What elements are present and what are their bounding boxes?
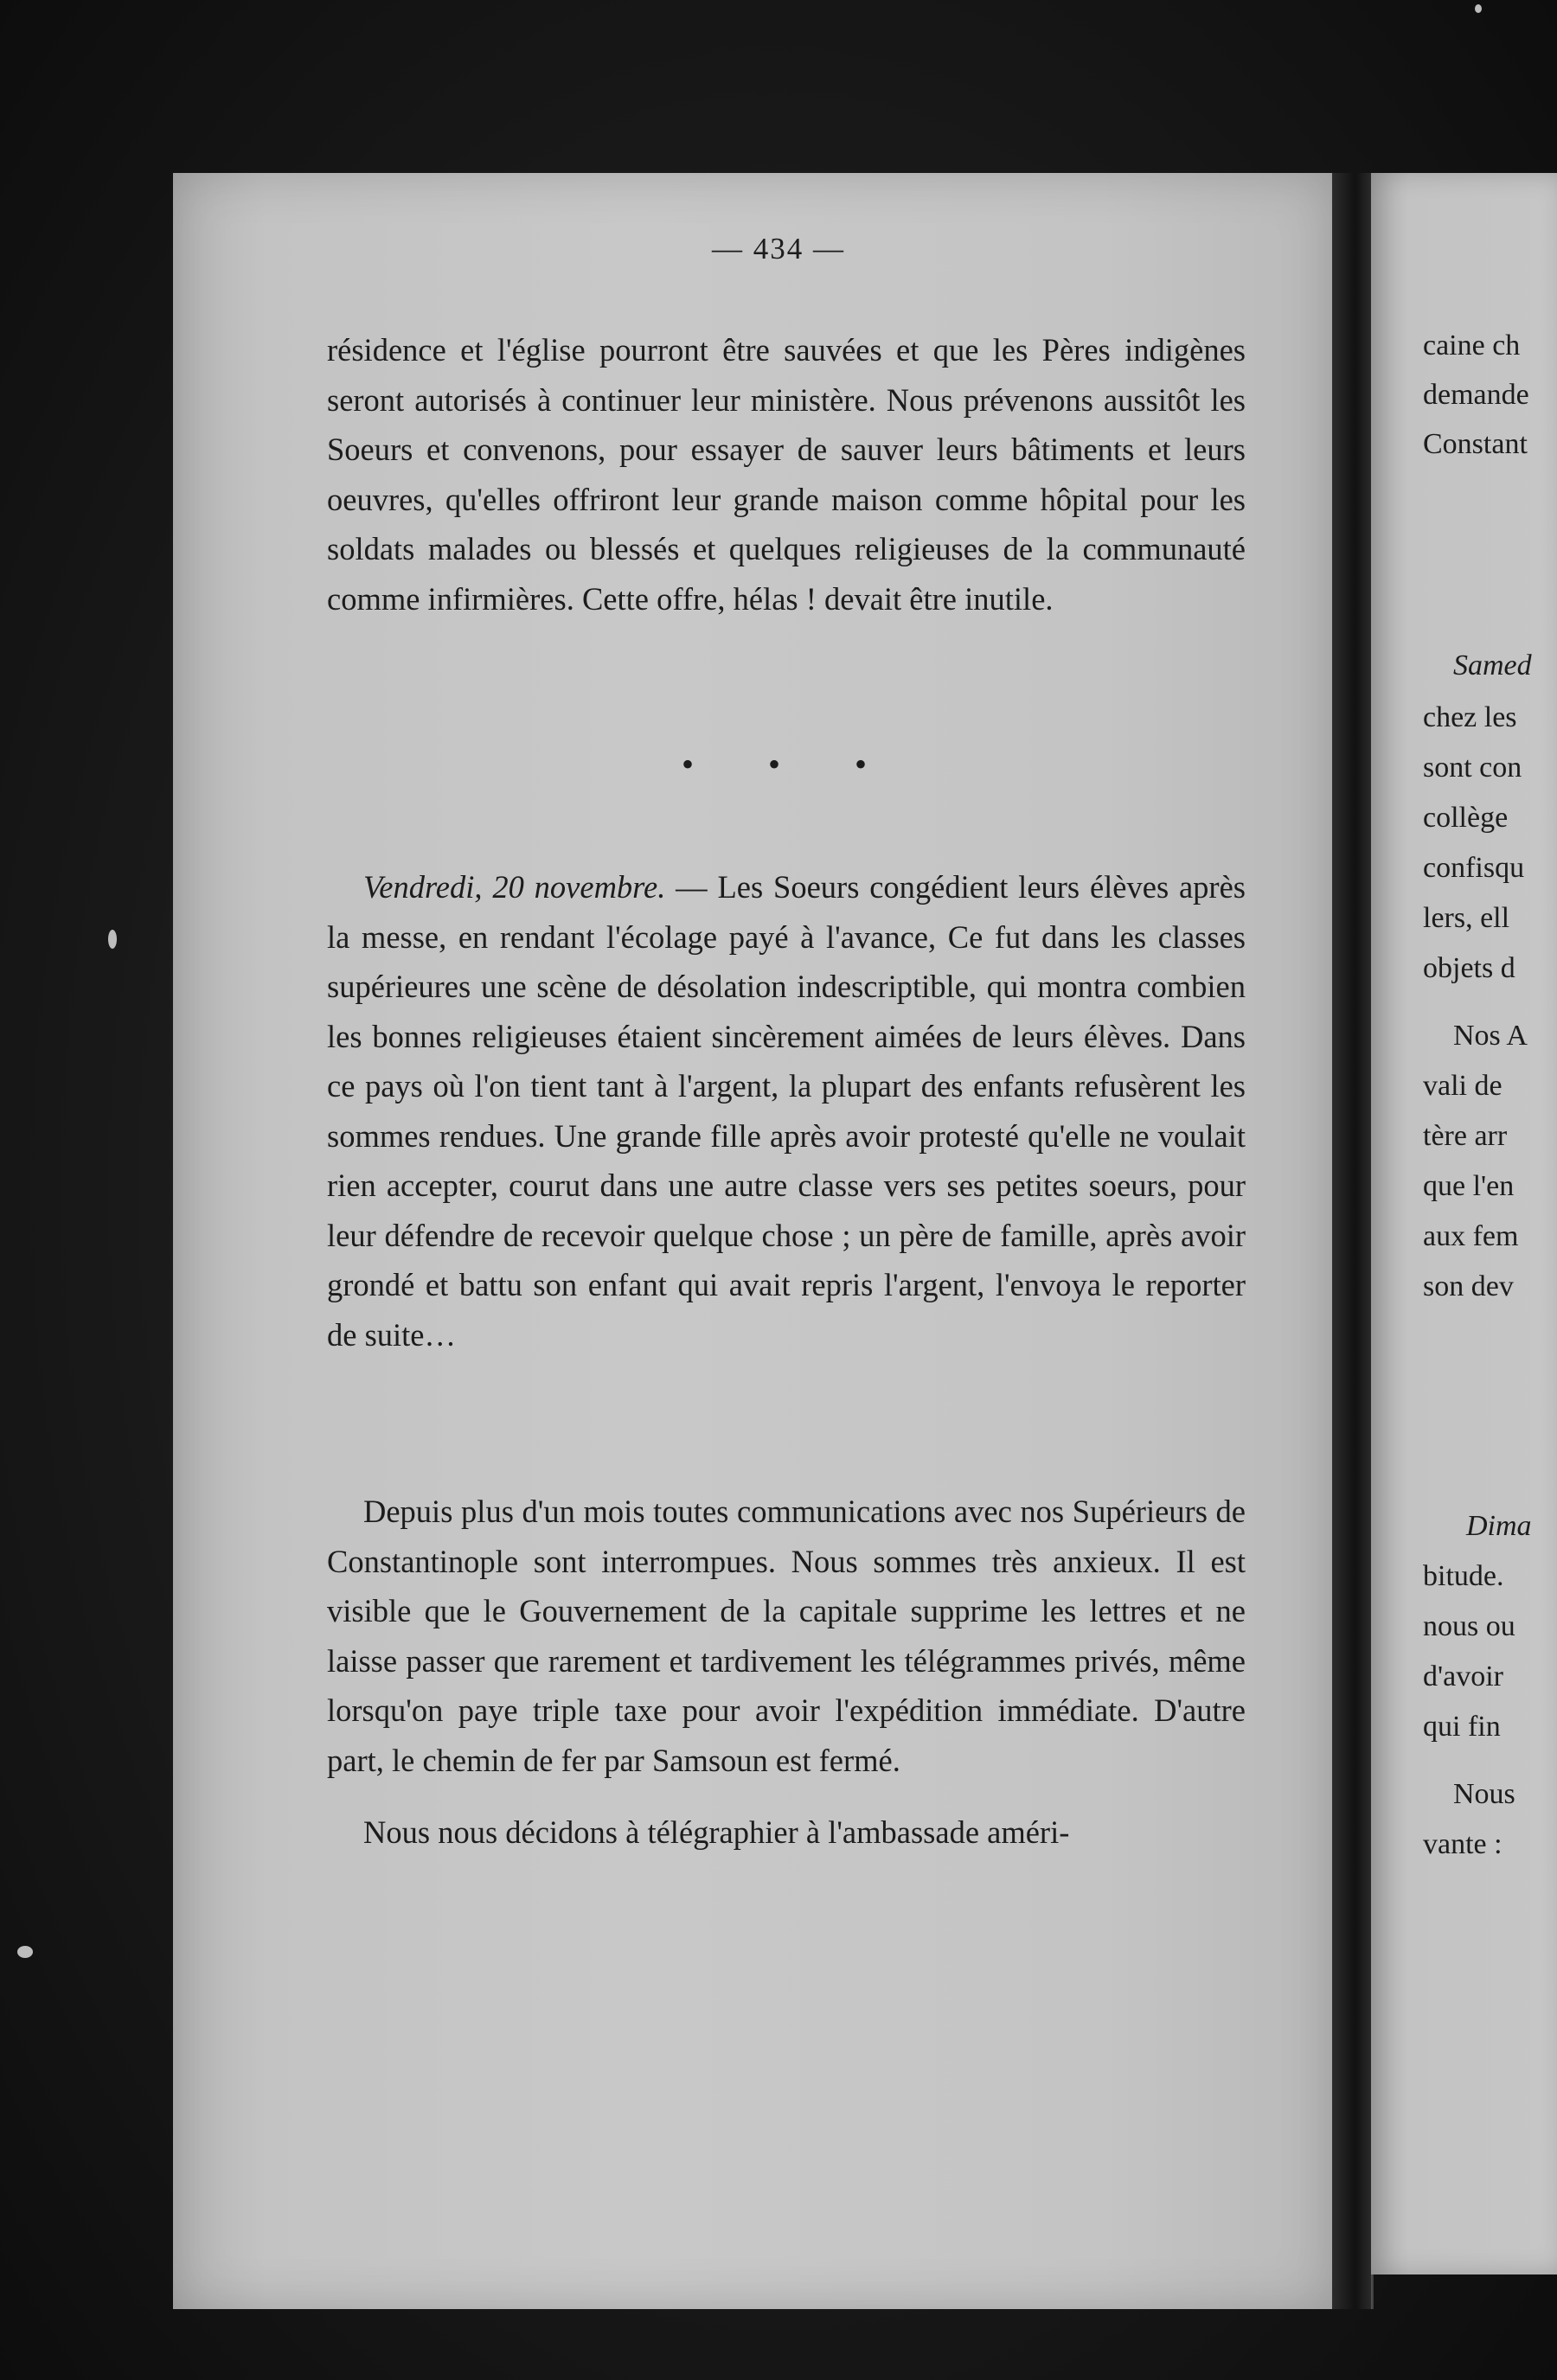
right-page-line: Samed — [1453, 649, 1532, 681]
paragraph-2-body: — Les Soeurs congédient leurs élèves après la messe, en rendant l'écolage payé à l'avance, Ce fut dans les classes supérieures une scène de désolation indescriptible, qui montra combien les bonnes religieuses étaient sincèrement aimées de leurs élèves. Dans ce pays où l'on tient tant à l'argent, la plupart des enfants refusèrent les sommes rendues. Une grande fille après avoir protesté qu'elle ne voulait rien accepter, courut dans une autre classe vers ses petites soeurs, pour leur défendre de recevoir quelque chose ; un père de famille, après avoir grondé et battu son enfant qui avait repris l'argent, l'envoya le reporter de suite… — [327, 869, 1246, 1353]
right-page-line: d'avoir — [1423, 1660, 1503, 1692]
right-page-line: Dima — [1466, 1510, 1532, 1542]
paragraph-1: résidence et l'église pourront être sauvées et que les Pères indigènes seront autorisés à continuer leur ministère. Nous prévenons aussitôt les Soeurs et convenons, pour essayer de sauver leurs bâtiments et leurs oeuvres, qu'elles offriront leur grande maison comme hôpital pour les soldats malades ou blessés et quelques religieuses de la communauté comme infirmières. Cette offre, hélas ! devait être inutile. — [327, 332, 1246, 617]
right-page-line: chez les — [1423, 701, 1517, 733]
right-page-line: demande — [1423, 379, 1529, 411]
paragraph-3: Depuis plus d'un mois toutes communications avec nos Supérieurs de Constantinople sont interrompues. Nous sommes très anxieux. Il est visible que le Gouvernement de la capitale supprime les lettres et ne laisse passer que rarement et tardivement les télégrammes privés, même lorsqu'on paye triple taxe pour avoir l'expédition immédiate. D'autre part, le chemin de fer par Samsoun est fermé. — [327, 1494, 1246, 1778]
right-page-line: caine ch — [1423, 329, 1521, 361]
scan-speck — [1475, 4, 1482, 13]
book-gutter — [1332, 173, 1371, 2309]
right-page-line: que l'en — [1423, 1170, 1515, 1202]
right-page-line: lers, ell — [1423, 902, 1510, 934]
right-page-line: confisqu — [1423, 852, 1525, 884]
right-page-line: tère arr — [1423, 1120, 1508, 1152]
right-page-line: vante : — [1423, 1828, 1503, 1860]
text-block-1 — [327, 325, 1246, 624]
right-page-line: vali de — [1423, 1070, 1503, 1102]
right-page-line: collège — [1423, 802, 1509, 834]
right-page-line: aux fem — [1423, 1220, 1519, 1252]
right-page-line: Nos A — [1453, 1020, 1528, 1052]
scan-speck — [108, 930, 117, 949]
right-page-line: bitude. — [1423, 1560, 1504, 1592]
right-page-line: Nous — [1453, 1778, 1515, 1810]
right-page-line: nous ou — [1423, 1610, 1515, 1642]
paragraph-2 — [327, 862, 1246, 1360]
page-number: — 434 — — [712, 232, 845, 266]
text-block-4 — [327, 1807, 1246, 1858]
date-heading: Vendredi, 20 novembre. — [363, 869, 666, 905]
section-ornament: • • • — [681, 745, 900, 784]
text-block-2 — [327, 862, 1246, 1360]
text-block-3 — [327, 1487, 1246, 1785]
right-page-line: Constant — [1423, 428, 1528, 460]
right-page-line: son dev — [1423, 1270, 1514, 1302]
right-page — [1371, 173, 1557, 2274]
right-page-line: objets d — [1423, 952, 1515, 984]
paragraph-4: Nous nous décidons à télégraphier à l'ambassade améri- — [363, 1814, 1070, 1850]
scan-speck — [17, 1946, 33, 1958]
right-page-line: qui fin — [1423, 1711, 1501, 1743]
right-page-line: sont con — [1423, 752, 1522, 784]
